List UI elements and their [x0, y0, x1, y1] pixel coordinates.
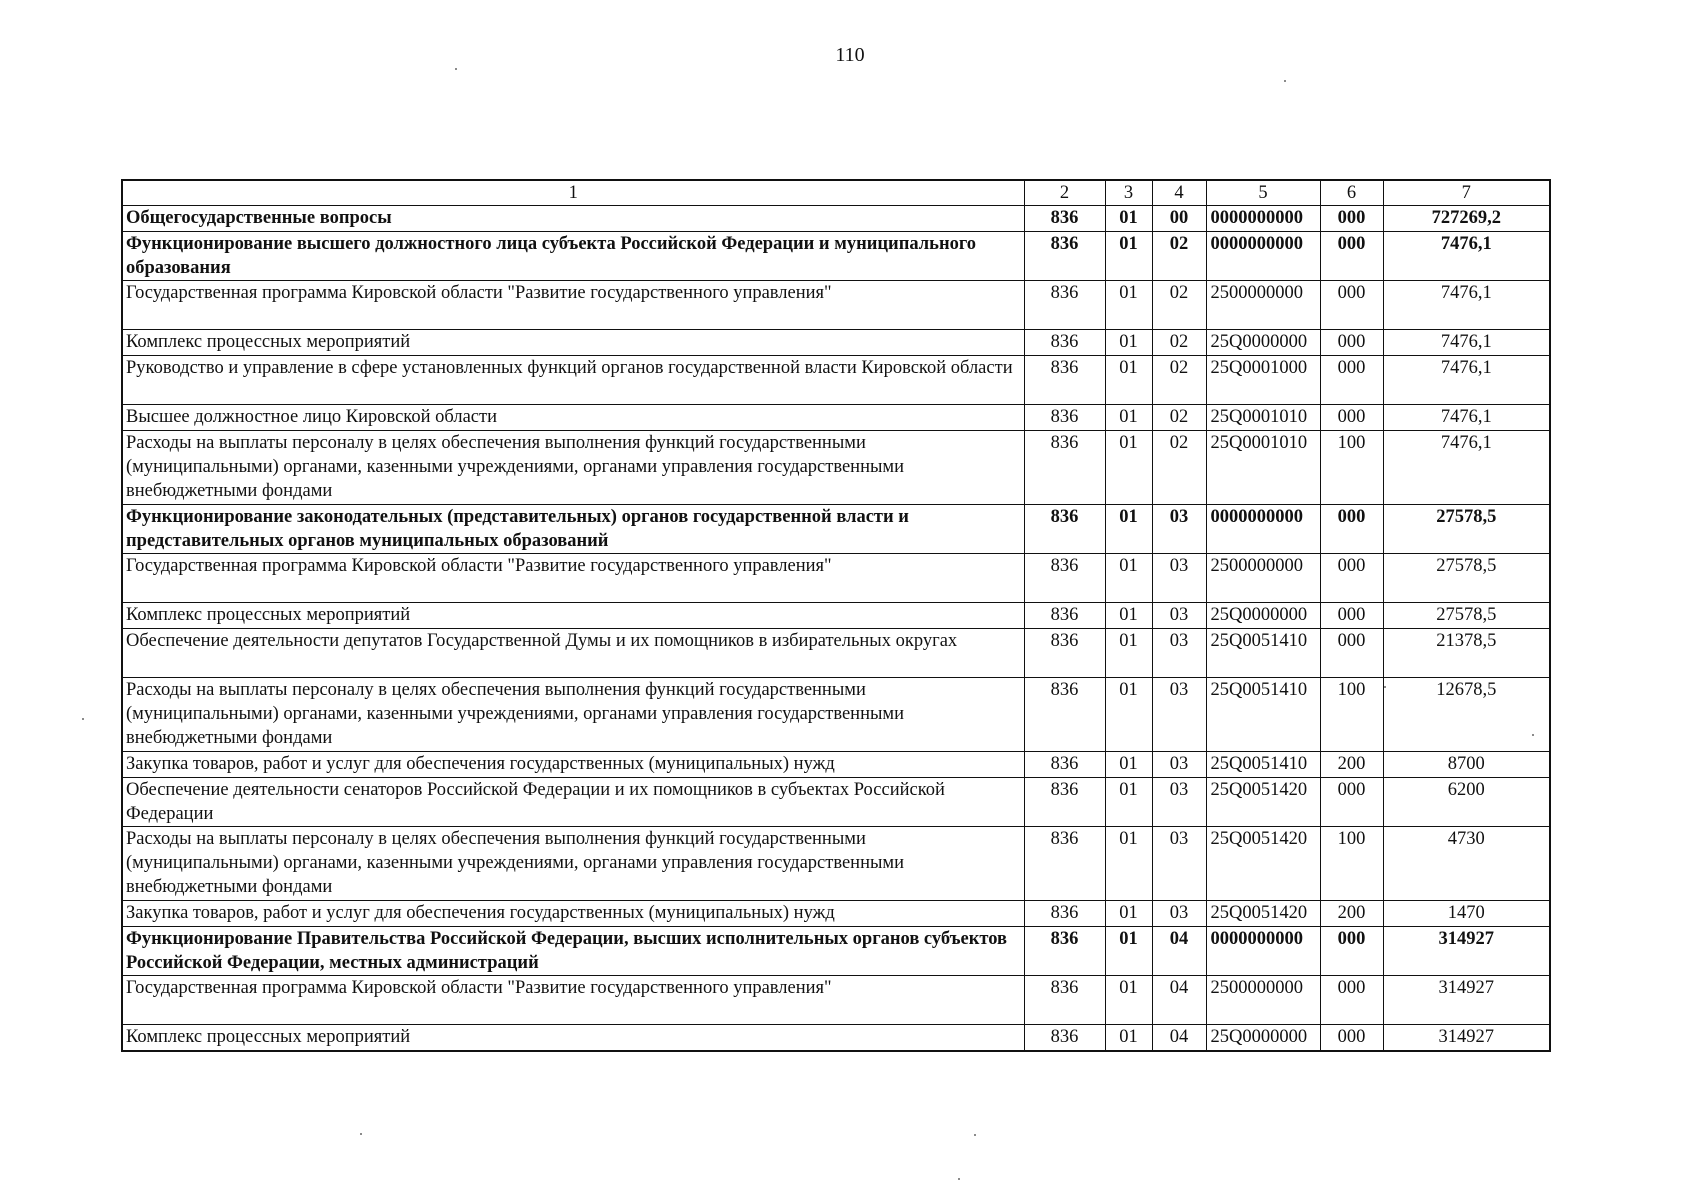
table-row [122, 356, 1550, 405]
row-section-cell: 01 [1105, 927, 1152, 976]
row-amount-cell: 7476,1 [1383, 232, 1550, 281]
table-row [122, 976, 1550, 1025]
row-section-cell: 01 [1105, 629, 1152, 678]
row-subsection-cell: 00 [1152, 206, 1206, 232]
row-section-cell: 01 [1105, 827, 1152, 901]
table-row [122, 778, 1550, 827]
row-section-cell: 01 [1105, 976, 1152, 1025]
row-target-article-cell: 2500000000 [1206, 554, 1320, 603]
row-section-cell: 01 [1105, 431, 1152, 505]
row-section-cell: 01 [1105, 356, 1152, 405]
row-subsection-cell: 03 [1152, 678, 1206, 752]
row-subsection-cell: 03 [1152, 603, 1206, 629]
header-cell: 6 [1320, 180, 1383, 206]
row-target-article-cell: 25Q0051420 [1206, 827, 1320, 901]
row-name-cell: Функционирование законодательных (представительных) органов государственной власти и представительных органов муниципальных образований [122, 505, 1024, 554]
row-name-cell: Обеспечение деятельности сенаторов Российской Федерации и их помощников в субъектах Российской Федерации [122, 778, 1024, 827]
scan-speck [82, 718, 84, 720]
row-name-cell: Обеспечение деятельности депутатов Государственной Думы и их помощников в избирательных округах [122, 629, 1024, 678]
row-expense-type-cell: 000 [1320, 976, 1383, 1025]
row-expense-type-cell: 000 [1320, 505, 1383, 554]
row-name-cell: Расходы на выплаты персоналу в целях обеспечения выполнения функций государственными (муниципальными) органами, казенными учреждениями, органами управления государственными внебюджетными фондами [122, 678, 1024, 752]
table-header-row [122, 180, 1550, 206]
table-row [122, 206, 1550, 232]
header-cell: 2 [1024, 180, 1105, 206]
table-row [122, 827, 1550, 901]
row-target-article-cell: 25Q0000000 [1206, 330, 1320, 356]
row-subsection-cell: 03 [1152, 554, 1206, 603]
row-expense-type-cell: 100 [1320, 431, 1383, 505]
table-row [122, 554, 1550, 603]
row-ved-cell: 836 [1024, 356, 1105, 405]
row-amount-cell: 727269,2 [1383, 206, 1550, 232]
row-target-article-cell: 25Q0001000 [1206, 356, 1320, 405]
row-amount-cell: 27578,5 [1383, 505, 1550, 554]
row-expense-type-cell: 000 [1320, 405, 1383, 431]
row-section-cell: 01 [1105, 778, 1152, 827]
row-target-article-cell: 25Q0051410 [1206, 678, 1320, 752]
table-row [122, 281, 1550, 330]
row-subsection-cell: 02 [1152, 405, 1206, 431]
row-section-cell: 01 [1105, 330, 1152, 356]
row-subsection-cell: 02 [1152, 330, 1206, 356]
row-name-cell: Функционирование высшего должностного лица субъекта Российской Федерации и муниципального образования [122, 232, 1024, 281]
row-ved-cell: 836 [1024, 976, 1105, 1025]
header-cell: 5 [1206, 180, 1320, 206]
row-ved-cell: 836 [1024, 603, 1105, 629]
row-section-cell: 01 [1105, 405, 1152, 431]
row-section-cell: 01 [1105, 505, 1152, 554]
row-amount-cell: 7476,1 [1383, 431, 1550, 505]
row-ved-cell: 836 [1024, 330, 1105, 356]
row-target-article-cell: 0000000000 [1206, 927, 1320, 976]
budget-table [121, 179, 1551, 1052]
row-name-cell: Расходы на выплаты персоналу в целях обеспечения выполнения функций государственными (муниципальными) органами, казенными учреждениями, органами управления государственными внебюджетными фондами [122, 827, 1024, 901]
row-subsection-cell: 02 [1152, 281, 1206, 330]
row-amount-cell: 27578,5 [1383, 554, 1550, 603]
row-ved-cell: 836 [1024, 431, 1105, 505]
row-name-cell: Государственная программа Кировской области "Развитие государственного управления" [122, 976, 1024, 1025]
row-name-cell: Закупка товаров, работ и услуг для обеспечения государственных (муниципальных) нужд [122, 901, 1024, 927]
row-amount-cell: 21378,5 [1383, 629, 1550, 678]
row-amount-cell: 6200 [1383, 778, 1550, 827]
table-row [122, 431, 1550, 505]
row-amount-cell: 7476,1 [1383, 281, 1550, 330]
row-ved-cell: 836 [1024, 629, 1105, 678]
scan-speck [1384, 686, 1386, 688]
table-row [122, 629, 1550, 678]
row-expense-type-cell: 000 [1320, 778, 1383, 827]
row-target-article-cell: 25Q0000000 [1206, 603, 1320, 629]
row-section-cell: 01 [1105, 1025, 1152, 1052]
row-expense-type-cell: 000 [1320, 356, 1383, 405]
row-name-cell: Общегосударственные вопросы [122, 206, 1024, 232]
row-section-cell: 01 [1105, 752, 1152, 778]
row-subsection-cell: 03 [1152, 752, 1206, 778]
row-subsection-cell: 02 [1152, 232, 1206, 281]
row-target-article-cell: 0000000000 [1206, 206, 1320, 232]
row-name-cell: Государственная программа Кировской области "Развитие государственного управления" [122, 554, 1024, 603]
row-section-cell: 01 [1105, 901, 1152, 927]
row-ved-cell: 836 [1024, 232, 1105, 281]
row-ved-cell: 836 [1024, 927, 1105, 976]
row-section-cell: 01 [1105, 603, 1152, 629]
row-subsection-cell: 02 [1152, 431, 1206, 505]
row-expense-type-cell: 000 [1320, 281, 1383, 330]
header-cell: 1 [122, 180, 1024, 206]
row-target-article-cell: 25Q0051410 [1206, 629, 1320, 678]
row-target-article-cell: 25Q0051420 [1206, 778, 1320, 827]
row-ved-cell: 836 [1024, 901, 1105, 927]
row-expense-type-cell: 000 [1320, 603, 1383, 629]
row-subsection-cell: 02 [1152, 356, 1206, 405]
table-row [122, 752, 1550, 778]
row-ved-cell: 836 [1024, 778, 1105, 827]
row-subsection-cell: 03 [1152, 778, 1206, 827]
row-expense-type-cell: 000 [1320, 232, 1383, 281]
row-ved-cell: 836 [1024, 752, 1105, 778]
scan-speck [958, 1178, 960, 1180]
row-amount-cell: 1470 [1383, 901, 1550, 927]
header-cell: 7 [1383, 180, 1550, 206]
row-target-article-cell: 25Q0001010 [1206, 431, 1320, 505]
row-name-cell: Руководство и управление в сфере установленных функций органов государственной власти Кировской области [122, 356, 1024, 405]
table-row [122, 927, 1550, 976]
row-subsection-cell: 03 [1152, 629, 1206, 678]
row-target-article-cell: 0000000000 [1206, 232, 1320, 281]
row-section-cell: 01 [1105, 281, 1152, 330]
row-expense-type-cell: 000 [1320, 629, 1383, 678]
row-subsection-cell: 04 [1152, 976, 1206, 1025]
table-row [122, 505, 1550, 554]
row-subsection-cell: 04 [1152, 927, 1206, 976]
scan-speck [1284, 80, 1286, 82]
row-expense-type-cell: 000 [1320, 330, 1383, 356]
row-ved-cell: 836 [1024, 405, 1105, 431]
row-subsection-cell: 03 [1152, 827, 1206, 901]
row-amount-cell: 7476,1 [1383, 356, 1550, 405]
table-row [122, 330, 1550, 356]
scan-speck [360, 1133, 362, 1135]
row-target-article-cell: 25Q0051420 [1206, 901, 1320, 927]
row-amount-cell: 314927 [1383, 976, 1550, 1025]
row-expense-type-cell: 000 [1320, 927, 1383, 976]
row-section-cell: 01 [1105, 232, 1152, 281]
row-ved-cell: 836 [1024, 206, 1105, 232]
row-name-cell: Государственная программа Кировской области "Развитие государственного управления" [122, 281, 1024, 330]
row-expense-type-cell: 200 [1320, 752, 1383, 778]
row-amount-cell: 27578,5 [1383, 603, 1550, 629]
row-ved-cell: 836 [1024, 678, 1105, 752]
row-name-cell: Комплекс процессных мероприятий [122, 1025, 1024, 1052]
table-row [122, 603, 1550, 629]
row-name-cell: Функционирование Правительства Российской Федерации, высших исполнительных органов субъектов Российской Федерации, местных администраций [122, 927, 1024, 976]
row-target-article-cell: 25Q0001010 [1206, 405, 1320, 431]
row-amount-cell: 4730 [1383, 827, 1550, 901]
row-name-cell: Комплекс процессных мероприятий [122, 330, 1024, 356]
row-target-article-cell: 25Q0051410 [1206, 752, 1320, 778]
row-target-article-cell: 25Q0000000 [1206, 1025, 1320, 1052]
row-target-article-cell: 0000000000 [1206, 505, 1320, 554]
row-ved-cell: 836 [1024, 1025, 1105, 1052]
row-expense-type-cell: 000 [1320, 206, 1383, 232]
row-expense-type-cell: 000 [1320, 1025, 1383, 1052]
table-row [122, 678, 1550, 752]
row-subsection-cell: 03 [1152, 505, 1206, 554]
row-expense-type-cell: 100 [1320, 827, 1383, 901]
scan-speck [1532, 734, 1534, 736]
table-row [122, 232, 1550, 281]
row-subsection-cell: 03 [1152, 901, 1206, 927]
scan-speck [455, 68, 457, 70]
row-section-cell: 01 [1105, 678, 1152, 752]
row-name-cell: Высшее должностное лицо Кировской области [122, 405, 1024, 431]
header-cell: 4 [1152, 180, 1206, 206]
row-expense-type-cell: 000 [1320, 554, 1383, 603]
row-section-cell: 01 [1105, 554, 1152, 603]
row-target-article-cell: 2500000000 [1206, 281, 1320, 330]
row-ved-cell: 836 [1024, 827, 1105, 901]
row-amount-cell: 314927 [1383, 927, 1550, 976]
row-expense-type-cell: 100 [1320, 678, 1383, 752]
table-row [122, 405, 1550, 431]
row-amount-cell: 12678,5 [1383, 678, 1550, 752]
row-amount-cell: 8700 [1383, 752, 1550, 778]
row-subsection-cell: 04 [1152, 1025, 1206, 1052]
row-expense-type-cell: 200 [1320, 901, 1383, 927]
row-section-cell: 01 [1105, 206, 1152, 232]
row-name-cell: Расходы на выплаты персоналу в целях обеспечения выполнения функций государственными (муниципальными) органами, казенными учреждениями, органами управления государственными внебюджетными фондами [122, 431, 1024, 505]
table-row [122, 901, 1550, 927]
row-ved-cell: 836 [1024, 505, 1105, 554]
row-name-cell: Комплекс процессных мероприятий [122, 603, 1024, 629]
row-ved-cell: 836 [1024, 554, 1105, 603]
row-name-cell: Закупка товаров, работ и услуг для обеспечения государственных (муниципальных) нужд [122, 752, 1024, 778]
header-cell: 3 [1105, 180, 1152, 206]
row-ved-cell: 836 [1024, 281, 1105, 330]
row-amount-cell: 7476,1 [1383, 405, 1550, 431]
page-number: 110 [835, 44, 865, 66]
row-amount-cell: 314927 [1383, 1025, 1550, 1052]
row-amount-cell: 7476,1 [1383, 330, 1550, 356]
table-row [122, 1025, 1550, 1052]
row-target-article-cell: 2500000000 [1206, 976, 1320, 1025]
scan-speck [974, 1134, 976, 1136]
